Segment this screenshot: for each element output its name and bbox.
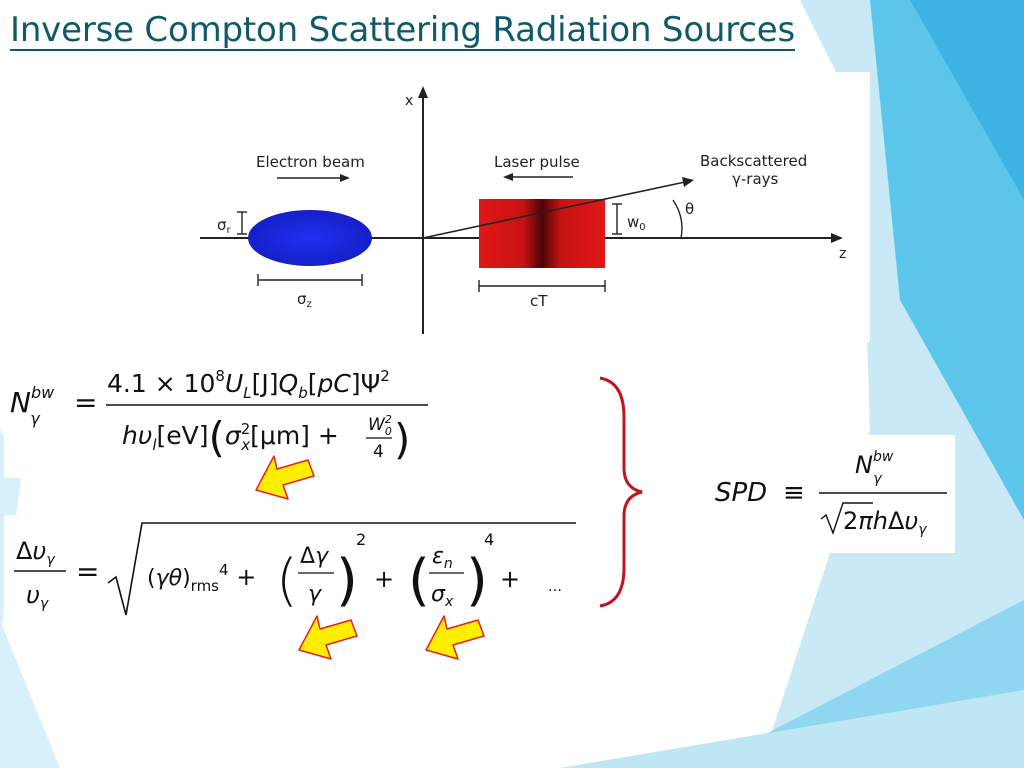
electron-beam-ellipse	[248, 210, 372, 266]
eq2-dgamma-den: γ	[308, 582, 322, 607]
eq2-dgamma-num: Δγ	[300, 544, 329, 569]
eq2-term1: $(\gamma\theta)_{rms}^4$ +	[147, 561, 257, 595]
eq1-w0-den: 4	[373, 442, 384, 462]
ct-label: cT	[530, 292, 548, 310]
spd-lhs: SPD	[715, 478, 768, 508]
z-axis-label: z	[839, 246, 847, 262]
eq2-eps-num: $\varepsilon_n$	[432, 544, 453, 572]
eq2-paren-close-2: )	[336, 548, 358, 613]
highlight-arrow-sigma-x	[250, 452, 320, 507]
spd-numerator: $N^{bw}$ γ	[855, 449, 894, 487]
eq2-plus2: +	[374, 565, 395, 593]
eq2-lhs-den: $\upsilon_\gamma$	[26, 581, 49, 612]
eq2-exp2: 2	[356, 530, 367, 549]
x-axis-arrowhead	[418, 86, 428, 98]
eq2-ellipsis: …	[548, 579, 562, 595]
arrow-emittance-shape	[426, 616, 484, 659]
eq1-lhs: $N^{bw}$ γ	[10, 383, 55, 428]
theta-arc	[673, 200, 682, 238]
laser-pulse-rect	[479, 199, 605, 268]
electron-beam-arrowhead	[340, 174, 350, 182]
laser-pulse-label: Laser pulse	[494, 153, 580, 171]
eq2-paren-open-2: (	[276, 548, 298, 613]
bg-shape-left-bottom	[0, 620, 60, 768]
equation-bandwidth	[4, 515, 579, 620]
eq2-eps-den: $\sigma_x$	[431, 582, 454, 610]
eq1-denominator: $h\upsilon_l[eV](\sigma^2$ x[μm] +	[122, 413, 339, 462]
slide-title: Inverse Compton Scattering Radiation Sources	[10, 10, 796, 50]
theta-label: θ	[685, 200, 695, 218]
eq1-w0-num: $W^2$ 0	[368, 413, 392, 438]
w0-label: $w_0$	[627, 213, 646, 233]
backscattered-ray-arrowhead	[682, 177, 694, 187]
eq1-close-paren: )	[394, 415, 411, 464]
brace-path	[600, 378, 642, 606]
arrow-sigma-x-shape	[256, 456, 314, 499]
highlight-arrow-emittance	[420, 612, 490, 667]
highlight-arrow-energy-spread	[293, 612, 363, 667]
arrow-energy-spread-shape	[299, 616, 357, 659]
eq1-numerator: $4.1 \times 10^8U_L[J]Q_b[pC]\Psi^2$	[107, 367, 390, 402]
spd-equiv: ≡	[783, 478, 805, 508]
red-brace	[590, 372, 660, 612]
z-axis-arrowhead	[831, 233, 843, 243]
equation-spd	[705, 435, 955, 553]
eq2-exp4: 4	[484, 530, 495, 549]
eq2-lhs-num: $\Delta\upsilon_\gamma$	[16, 537, 55, 568]
spd-denominator: 2πhΔυ$_\gamma$	[843, 507, 927, 538]
sigma-r-label: $\sigma_r$	[217, 216, 231, 236]
eq1-equals: =	[74, 386, 98, 419]
eq2-equals: =	[76, 555, 100, 588]
eq2-paren-open-3: (	[408, 548, 430, 613]
ics-diagram	[185, 72, 870, 342]
equation-photon-number	[4, 358, 444, 478]
eq2-paren-close-3: )	[466, 548, 488, 613]
electron-beam-label: Electron beam	[256, 153, 365, 171]
backscattered-label-line1: Backscattered	[700, 152, 808, 170]
x-axis-label: x	[405, 93, 414, 109]
sigma-z-label: $\sigma_z$	[297, 290, 312, 310]
eq2-plus3: +	[500, 565, 521, 593]
laser-pulse-arrowhead	[503, 173, 513, 181]
backscattered-label-line2: γ-rays	[732, 170, 779, 188]
